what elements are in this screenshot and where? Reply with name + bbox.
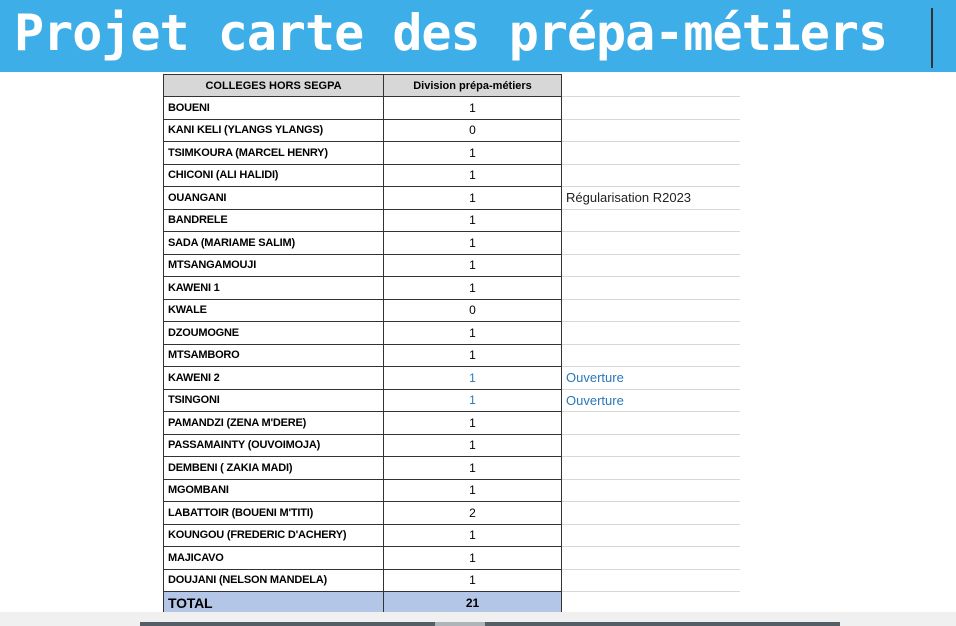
table-row xyxy=(164,232,740,255)
college-name-cell[interactable]: MTSAMBORO xyxy=(164,344,384,367)
note-cell[interactable]: Ouverture xyxy=(562,367,740,390)
slide-title: Projet carte des prépa-métiers xyxy=(14,4,888,62)
column-header-notes[interactable] xyxy=(562,75,740,97)
college-name-cell[interactable]: BANDRELE xyxy=(164,209,384,232)
table-row xyxy=(164,119,740,142)
note-cell[interactable] xyxy=(562,299,740,322)
total-note-cell[interactable] xyxy=(562,592,740,615)
title-banner xyxy=(0,0,956,72)
table-row xyxy=(164,412,740,435)
column-header-colleges[interactable]: COLLEGES HORS SEGPA xyxy=(164,75,384,97)
table-row xyxy=(164,524,740,547)
college-name-cell[interactable]: TSINGONI xyxy=(164,389,384,412)
college-name-cell[interactable]: MGOMBANI xyxy=(164,479,384,502)
division-count-cell[interactable]: 1 xyxy=(384,344,562,367)
division-count-cell[interactable]: 1 xyxy=(384,479,562,502)
college-name-cell[interactable]: DZOUMOGNE xyxy=(164,322,384,345)
note-cell[interactable] xyxy=(562,569,740,592)
table-row xyxy=(164,97,740,120)
header-row xyxy=(164,75,740,97)
division-count-cell[interactable]: 1 xyxy=(384,547,562,570)
college-name-cell[interactable]: KAWENI 2 xyxy=(164,367,384,390)
text-cursor xyxy=(931,8,933,68)
college-name-cell[interactable]: DOUJANI (NELSON MANDELA) xyxy=(164,569,384,592)
column-header-division[interactable]: Division prépa-métiers xyxy=(384,75,562,97)
horizontal-scrollbar[interactable] xyxy=(0,612,956,626)
division-count-cell[interactable]: 2 xyxy=(384,502,562,525)
college-name-cell[interactable]: KANI KELI (YLANGS YLANGS) xyxy=(164,119,384,142)
total-value[interactable]: 21 xyxy=(384,592,562,615)
table-row xyxy=(164,299,740,322)
college-name-cell[interactable]: CHICONI (ALI HALIDI) xyxy=(164,164,384,187)
note-cell[interactable]: Ouverture xyxy=(562,389,740,412)
division-count-cell[interactable]: 1 xyxy=(384,389,562,412)
table-row xyxy=(164,457,740,480)
division-count-cell[interactable]: 1 xyxy=(384,277,562,300)
division-count-cell[interactable]: 1 xyxy=(384,367,562,390)
table-row xyxy=(164,389,740,412)
table-row xyxy=(164,367,740,390)
note-cell[interactable] xyxy=(562,502,740,525)
table-row xyxy=(164,569,740,592)
table-row xyxy=(164,142,740,165)
college-name-cell[interactable]: PAMANDZI (ZENA M'DERE) xyxy=(164,412,384,435)
division-count-cell[interactable]: 1 xyxy=(384,322,562,345)
division-count-cell[interactable]: 1 xyxy=(384,209,562,232)
note-cell[interactable] xyxy=(562,277,740,300)
total-label[interactable]: TOTAL xyxy=(164,592,384,615)
note-cell[interactable] xyxy=(562,164,740,187)
note-cell[interactable] xyxy=(562,524,740,547)
total-row xyxy=(164,592,740,615)
college-name-cell[interactable]: DEMBENI ( ZAKIA MADI) xyxy=(164,457,384,480)
table-row xyxy=(164,164,740,187)
college-name-cell[interactable]: MTSANGAMOUJI xyxy=(164,254,384,277)
note-cell[interactable] xyxy=(562,142,740,165)
table-row xyxy=(164,344,740,367)
college-name-cell[interactable]: BOUENI xyxy=(164,97,384,120)
college-name-cell[interactable]: LABATTOIR (BOUENI M'TITI) xyxy=(164,502,384,525)
college-name-cell[interactable]: KWALE xyxy=(164,299,384,322)
table-row xyxy=(164,277,740,300)
note-cell[interactable] xyxy=(562,412,740,435)
division-count-cell[interactable]: 0 xyxy=(384,299,562,322)
college-name-cell[interactable]: TSIMKOURA (MARCEL HENRY) xyxy=(164,142,384,165)
note-cell[interactable] xyxy=(562,344,740,367)
table-row xyxy=(164,479,740,502)
note-cell[interactable] xyxy=(562,547,740,570)
division-count-cell[interactable]: 1 xyxy=(384,524,562,547)
table-row xyxy=(164,502,740,525)
note-cell[interactable] xyxy=(562,97,740,120)
college-name-cell[interactable]: MAJICAVO xyxy=(164,547,384,570)
table-row xyxy=(164,434,740,457)
division-count-cell[interactable]: 1 xyxy=(384,142,562,165)
division-count-cell[interactable]: 1 xyxy=(384,164,562,187)
division-count-cell[interactable]: 1 xyxy=(384,97,562,120)
table-row xyxy=(164,322,740,345)
scroll-track[interactable] xyxy=(140,622,840,626)
college-name-cell[interactable]: PASSAMAINTY (OUVOIMOJA) xyxy=(164,434,384,457)
table-row xyxy=(164,547,740,570)
college-name-cell[interactable]: SADA (MARIAME SALIM) xyxy=(164,232,384,255)
table-row xyxy=(164,209,740,232)
college-name-cell[interactable]: KAWENI 1 xyxy=(164,277,384,300)
college-name-cell[interactable]: OUANGANI xyxy=(164,187,384,210)
note-cell[interactable] xyxy=(562,209,740,232)
division-count-cell[interactable]: 1 xyxy=(384,412,562,435)
scroll-thumb[interactable] xyxy=(435,622,485,626)
note-cell[interactable] xyxy=(562,119,740,142)
division-count-cell[interactable]: 0 xyxy=(384,119,562,142)
division-count-cell[interactable]: 1 xyxy=(384,569,562,592)
division-count-cell[interactable]: 1 xyxy=(384,232,562,255)
note-cell[interactable] xyxy=(562,479,740,502)
table-row xyxy=(164,187,740,210)
division-count-cell[interactable]: 1 xyxy=(384,434,562,457)
note-cell[interactable] xyxy=(562,322,740,345)
note-cell[interactable] xyxy=(562,254,740,277)
note-cell[interactable] xyxy=(562,434,740,457)
division-count-cell[interactable]: 1 xyxy=(384,187,562,210)
note-cell[interactable] xyxy=(562,457,740,480)
division-count-cell[interactable]: 1 xyxy=(384,457,562,480)
spreadsheet-table xyxy=(163,74,740,615)
table-row xyxy=(164,254,740,277)
college-name-cell[interactable]: KOUNGOU (FREDERIC D'ACHERY) xyxy=(164,524,384,547)
note-cell[interactable]: Régularisation R2023 xyxy=(562,187,740,210)
note-cell[interactable] xyxy=(562,232,740,255)
division-count-cell[interactable]: 1 xyxy=(384,254,562,277)
